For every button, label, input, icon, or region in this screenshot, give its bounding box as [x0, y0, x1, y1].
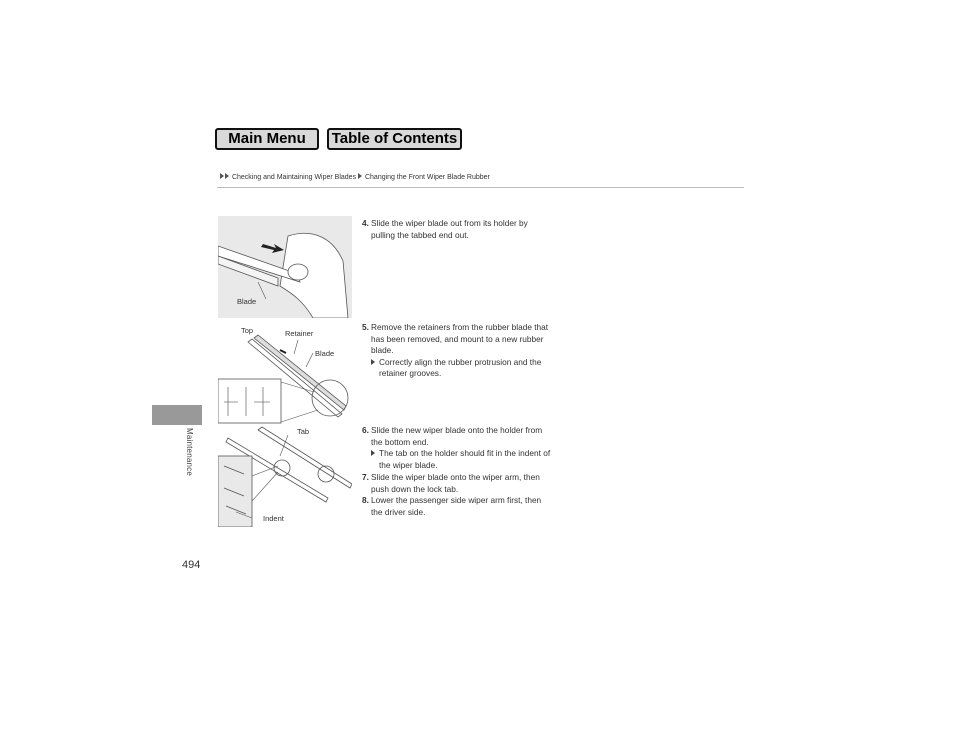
- step-text: Lower the passenger side wiper arm first, then the driver side.: [371, 495, 542, 517]
- step-note-text: The tab on the holder should fit in the indent of the wiper blade.: [379, 448, 551, 470]
- label-tab: Tab: [297, 427, 310, 436]
- table-of-contents-button[interactable]: Table of Contents: [327, 128, 462, 150]
- step-6: [362, 425, 552, 471]
- figure-retainers: [218, 322, 352, 425]
- arrow-icon: [261, 244, 284, 253]
- main-menu-button[interactable]: Main Menu: [215, 128, 319, 150]
- note-arrow-icon: [371, 450, 375, 456]
- retainer-illustration: [218, 322, 352, 425]
- step-8: [362, 495, 552, 518]
- step-4: [362, 218, 552, 241]
- breadcrumb-arrow-icon: [358, 173, 362, 179]
- step-number: 4.: [362, 218, 369, 228]
- figure-remove-blade: [218, 216, 352, 318]
- figure-install-blade: [218, 426, 352, 527]
- step-number: 8.: [362, 495, 369, 505]
- breadcrumb-current: Changing the Front Wiper Blade Rubber: [364, 174, 490, 181]
- step-7: [362, 472, 552, 495]
- label-blade: Blade: [237, 297, 257, 306]
- label-retainer: Retainer: [285, 329, 314, 338]
- step-number: 6.: [362, 425, 369, 435]
- header-divider: [217, 187, 744, 188]
- breadcrumb: [220, 173, 490, 181]
- label-top: Top: [241, 326, 254, 335]
- step-text: Slide the wiper blade out from its holder by pulling the tabbed end out.: [371, 218, 528, 240]
- step-note: [362, 357, 552, 380]
- section-label: Maintenance: [185, 428, 194, 477]
- page-number: 494: [182, 559, 201, 571]
- step-text: Slide the wiper blade onto the wiper arm, then push down the lock tab.: [371, 472, 540, 494]
- step-text: Slide the new wiper blade onto the holder from the bottom end.: [371, 425, 543, 447]
- label-blade: Blade: [315, 349, 335, 358]
- step-number: 7.: [362, 472, 369, 482]
- step-note-text: Correctly align the rubber protrusion and the retainer grooves.: [379, 356, 542, 378]
- breadcrumb-arrow-icon: [225, 173, 229, 179]
- section-tab-marker: [152, 405, 202, 425]
- step-text: Remove the retainers from the rubber blade that has been removed, and mount to a new rubber blade.: [371, 322, 549, 355]
- breadcrumb-link-wiper-blades[interactable]: Checking and Maintaining Wiper Blades: [231, 174, 357, 181]
- wiper-removal-illustration: [218, 216, 352, 318]
- install-illustration: [218, 426, 352, 527]
- step-number: 5.: [362, 322, 369, 332]
- breadcrumb-arrow-icon: [220, 173, 224, 179]
- label-indent: Indent: [263, 514, 284, 523]
- note-arrow-icon: [371, 359, 375, 365]
- step-5: [362, 322, 552, 380]
- step-note: [362, 448, 552, 471]
